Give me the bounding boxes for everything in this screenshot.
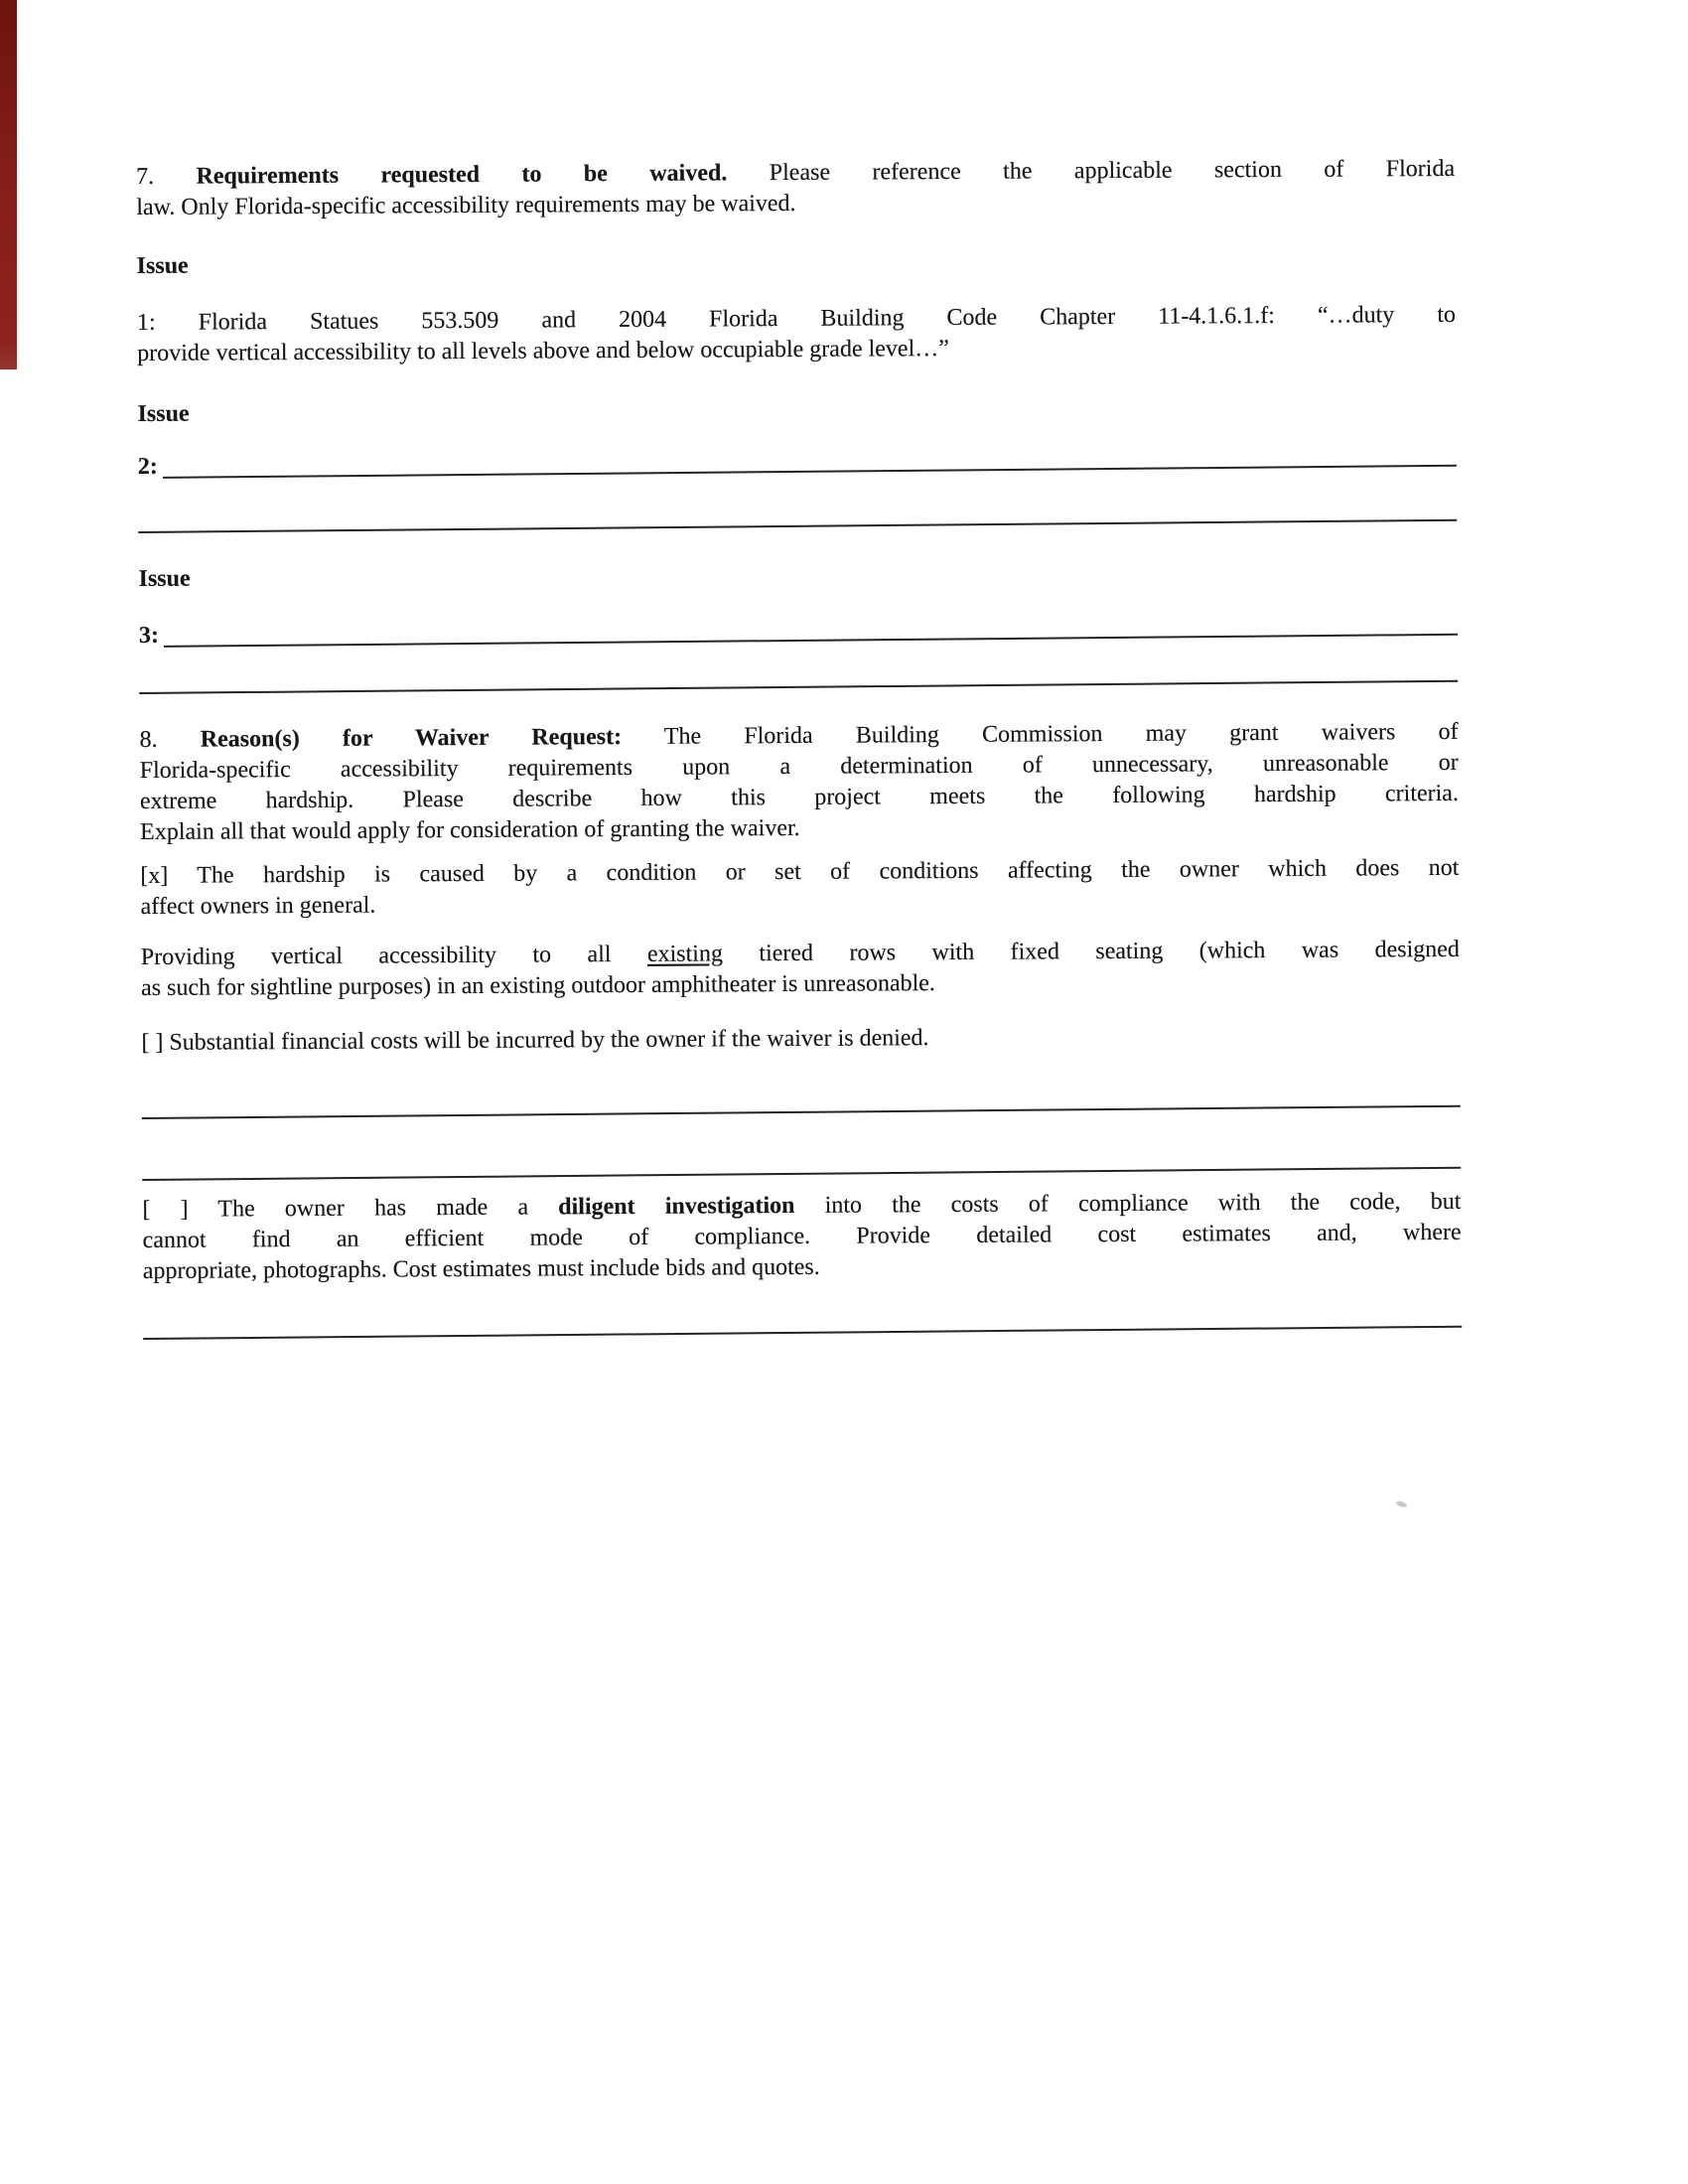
text-run: tiered rows with fixed seating (which was designed [722, 936, 1460, 967]
item-8 [139, 717, 1459, 848]
text-run: affect owners in general. [140, 892, 376, 920]
text-run: law. Only Florida-specific accessibility requirements may be waived. [136, 190, 796, 220]
text-run: [x] The hardship is caused by a condition or set of conditions affecting the owner which does not [140, 854, 1460, 889]
issue-heading-1 [137, 243, 1456, 282]
text-run: extreme hardship. Please describe how this project meets the following hardship criteria. [139, 780, 1459, 814]
text-run: provide vertical accessibility to all levels above and below occupiable grade level…” [137, 336, 949, 366]
issue-3-entry [139, 613, 1458, 652]
answer-line-1 [142, 1105, 1461, 1119]
text-run: [ ] Substantial financial costs will be incurred by the owner if the waiver is denied. [141, 1025, 929, 1056]
issue-heading-3 [138, 556, 1457, 595]
document-body [136, 154, 1462, 1340]
section-heading-label: Issue [137, 400, 190, 427]
issue-2-blank-line [138, 519, 1457, 533]
item-7 [136, 154, 1455, 223]
issue-number-label: 3: [138, 622, 159, 649]
scan-speck [1395, 1500, 1407, 1508]
issue-1-text [137, 300, 1456, 369]
text-run: Providing vertical accessibility to all [140, 941, 648, 970]
text-run: 8. [139, 726, 201, 753]
text-run: Please reference the applicable section of Florida [727, 155, 1456, 187]
text-run: 1: Florida Statues 553.509 and 2004 Florida Building Code Chapter 11-4.1.6.1.f: “…duty to [136, 301, 1457, 336]
text-run: Florida-specific accessibility requirements upon a determination of unnecessary, unreasonable or [139, 749, 1459, 784]
issue-2-entry [138, 444, 1457, 483]
text-run: Requirements requested to be waived. [196, 160, 728, 190]
financial-costs-item [141, 1020, 1460, 1059]
issue-number-label: 2: [137, 453, 158, 480]
blank-answer-line [163, 465, 1457, 479]
text-run: [ ] The owner has made a [142, 1194, 559, 1223]
answer-line-2 [142, 1167, 1461, 1181]
vertical-accessibility-note [141, 935, 1460, 1004]
blank-answer-line [164, 634, 1458, 648]
text-run: into the costs of compliance with the code, but [794, 1188, 1462, 1219]
issue-heading-2 [137, 391, 1456, 430]
issue-3-blank-line [139, 680, 1458, 694]
text-run: Reason(s) for Waiver Request: [200, 724, 623, 753]
text-line [141, 1020, 1460, 1059]
text-run: cannot find an efficient mode of compliance. Provide detailed cost estimates and, where [142, 1219, 1462, 1253]
scan-edge-artifact [0, 0, 17, 369]
text-run: 7. [136, 163, 197, 190]
answer-line-3 [143, 1326, 1462, 1340]
section-heading-label: Issue [138, 565, 191, 592]
text-run: as such for sightline purposes) in an existing outdoor amphitheater is unreasonable. [141, 970, 935, 1001]
text-run: existing [646, 941, 724, 967]
section-heading-label: Issue [136, 252, 189, 279]
text-run: The Florida Building Commission may grant waivers of [621, 718, 1459, 751]
text-run: appropriate, photographs. Cost estimates must include bids and quotes. [142, 1253, 820, 1284]
text-run: Explain all that would apply for consideration of granting the waiver. [140, 814, 800, 845]
text-run: diligent investigation [558, 1192, 795, 1221]
diligent-investigation-item [142, 1187, 1462, 1287]
hardship-condition-item [140, 853, 1459, 923]
